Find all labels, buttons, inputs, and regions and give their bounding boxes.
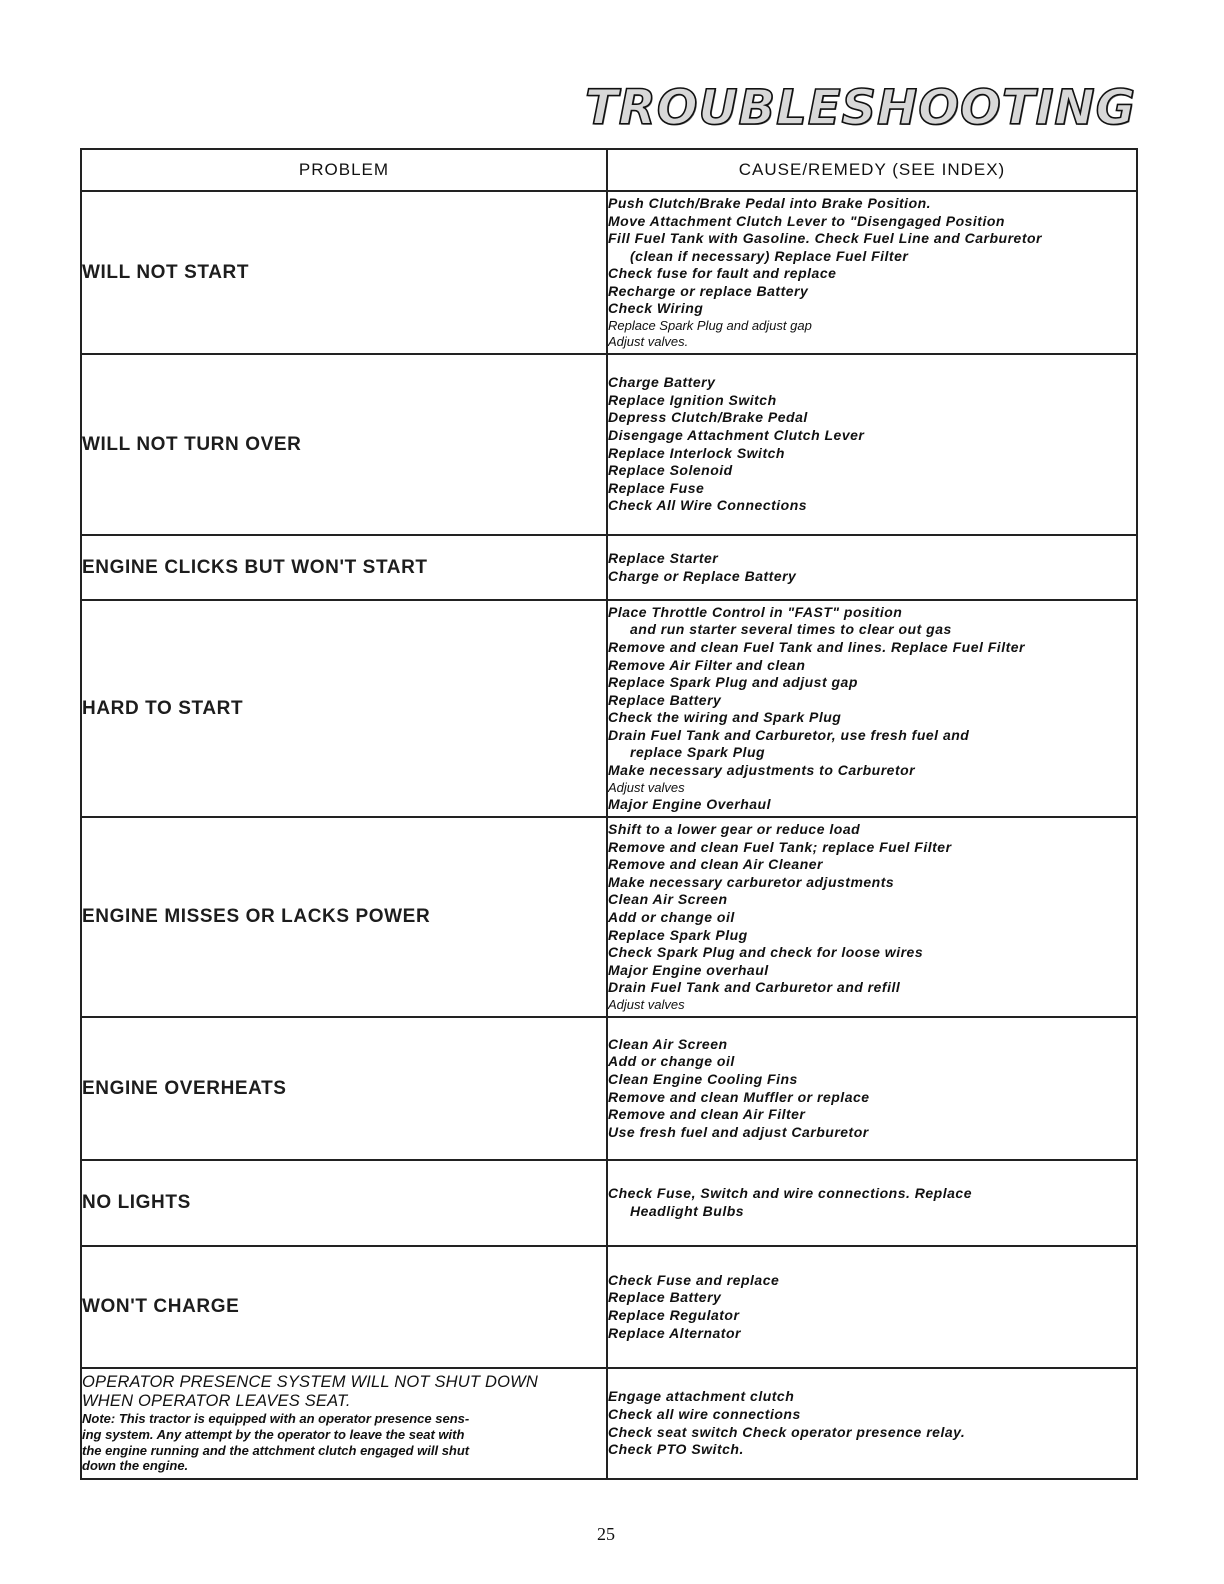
problem-cell: ENGINE CLICKS BUT WON'T START xyxy=(81,535,607,600)
note-line: down the engine. xyxy=(82,1458,189,1474)
cause-remedy-column-header: CAUSE/REMEDY (SEE INDEX) xyxy=(607,149,1137,191)
remedy-line: Replace Solenoid xyxy=(608,462,733,479)
problem-title-line: WHEN OPERATOR LEAVES SEAT. xyxy=(82,1392,351,1411)
remedy-line: Clean Engine Cooling Fins xyxy=(608,1070,798,1087)
remedy-line: Use fresh fuel and adjust Carburetor xyxy=(608,1123,869,1140)
remedy-line: Disengage Attachment Clutch Lever xyxy=(608,426,865,443)
remedy-cell xyxy=(607,535,1137,600)
remedy-line: Recharge or replace Battery xyxy=(608,282,809,299)
remedy-line: Check the wiring and Spark Plug xyxy=(608,709,842,726)
remedy-line: Check Fuse and replace xyxy=(608,1271,780,1288)
remedy-line: Replace Interlock Switch xyxy=(608,444,785,461)
remedy-line: Push Clutch/Brake Pedal into Brake Position. xyxy=(608,194,932,211)
table-header-row xyxy=(81,149,1137,191)
problem-column-header: PROBLEM xyxy=(81,149,607,191)
remedy-line: Remove and clean Muffler or replace xyxy=(608,1088,870,1105)
remedy-line: Replace Spark Plug and adjust gap xyxy=(608,318,812,334)
remedy-line: Replace Alternator xyxy=(608,1324,741,1341)
remedy-line: Check fuse for fault and replace xyxy=(608,265,837,282)
remedy-line: Remove Air Filter and clean xyxy=(608,656,806,673)
remedy-line: Add or change oil xyxy=(608,1053,735,1070)
problem-title-line: OPERATOR PRESENCE SYSTEM WILL NOT SHUT DOWN xyxy=(82,1373,538,1392)
problem-cell: WON'T CHARGE xyxy=(81,1246,607,1368)
remedy-line: Check seat switch Check operator presence relay. xyxy=(608,1423,966,1440)
table-row xyxy=(81,1368,1137,1479)
remedy-line: Replace Regulator xyxy=(608,1307,740,1323)
remedy-line: and run starter several times to clear out gas xyxy=(630,621,952,638)
table-row xyxy=(81,535,1137,600)
remedy-line: Remove and clean Air Filter xyxy=(608,1106,806,1123)
table-row xyxy=(81,600,1137,817)
remedy-line: Check Wiring xyxy=(608,300,704,317)
remedy-line: Drain Fuel Tank and Carburetor and refill xyxy=(608,979,901,996)
remedy-line: Clean Air Screen xyxy=(608,1035,728,1052)
remedy-line: Replace Battery xyxy=(608,1289,722,1306)
note-line: the engine running and the attchment clutch engaged will shut xyxy=(82,1442,470,1458)
table-row xyxy=(81,191,1137,354)
table-row xyxy=(81,1246,1137,1368)
problem-cell: ENGINE MISSES OR LACKS POWER xyxy=(81,817,607,1017)
remedy-cell xyxy=(607,1246,1137,1368)
remedy-line: Headlight Bulbs xyxy=(630,1203,745,1219)
note-line: Note: This tractor is equipped with an operator presence sens- xyxy=(82,1411,470,1427)
remedy-line: (clean if necessary) Replace Fuel Filter xyxy=(630,247,909,264)
problem-cell: HARD TO START xyxy=(81,600,607,817)
remedy-cell xyxy=(607,1017,1137,1160)
remedy-line: Adjust valves xyxy=(608,779,685,795)
table-row xyxy=(81,1017,1137,1160)
remedy-line: Check all wire connections xyxy=(608,1405,801,1422)
page-title: TROUBLESHOOTING xyxy=(585,80,1136,136)
remedy-line: Replace Spark Plug xyxy=(608,926,748,943)
remedy-line: Replace Battery xyxy=(608,691,722,708)
problem-cell: WILL NOT START xyxy=(81,191,607,354)
remedy-line: Remove and clean Air Cleaner xyxy=(608,856,824,873)
remedy-line: Replace Spark Plug and adjust gap xyxy=(608,674,858,691)
troubleshooting-table xyxy=(80,148,1138,1480)
remedy-line: Move Attachment Clutch Lever to "Disengaged Position xyxy=(608,212,1005,229)
remedy-cell xyxy=(607,354,1137,535)
remedy-line: Replace Fuse xyxy=(608,479,705,496)
remedy-cell xyxy=(607,817,1137,1017)
remedy-line: Check All Wire Connections xyxy=(608,497,808,514)
page-number: 25 xyxy=(597,1524,615,1544)
table-row xyxy=(81,817,1137,1017)
table-row xyxy=(81,354,1137,535)
remedy-line: Major Engine Overhaul xyxy=(608,795,771,812)
remedy-line: Replace Ignition Switch xyxy=(608,391,777,408)
remedy-line: Remove and clean Fuel Tank; replace Fuel Filter xyxy=(608,838,952,855)
remedy-line: Fill Fuel Tank with Gasoline. Check Fuel Line and Carburetor xyxy=(608,230,1042,247)
remedy-line: Drain Fuel Tank and Carburetor, use fresh fuel and xyxy=(608,726,970,743)
remedy-line: Place Throttle Control in "FAST" position xyxy=(608,603,903,620)
remedy-line: Replace Starter xyxy=(608,549,719,566)
remedy-line: Shift to a lower gear or reduce load xyxy=(608,821,861,838)
remedy-line: Charge or Replace Battery xyxy=(608,567,797,584)
problem-cell: WILL NOT TURN OVER xyxy=(81,354,607,535)
remedy-line: Clean Air Screen xyxy=(608,891,728,908)
remedy-line: Make necessary carburetor adjustments xyxy=(608,873,895,890)
remedy-line: Remove and clean Fuel Tank and lines. Replace Fuel Filter xyxy=(608,638,1025,655)
remedy-line: Adjust valves xyxy=(608,996,685,1012)
remedy-line: Check PTO Switch. xyxy=(608,1441,744,1458)
remedy-cell xyxy=(607,1160,1137,1246)
remedy-line: Add or change oil xyxy=(608,909,735,925)
remedy-line: Check Spark Plug and check for loose wires xyxy=(608,944,924,961)
remedy-line: Check Fuse, Switch and wire connections. Replace xyxy=(608,1185,972,1202)
table-row xyxy=(81,1160,1137,1246)
remedy-cell xyxy=(607,1368,1137,1479)
remedy-line: Depress Clutch/Brake Pedal xyxy=(608,409,808,426)
remedy-line: replace Spark Plug xyxy=(630,744,766,761)
problem-cell: ENGINE OVERHEATS xyxy=(81,1017,607,1160)
remedy-cell xyxy=(607,191,1137,354)
remedy-line: Make necessary adjustments to Carburetor xyxy=(608,762,916,779)
remedy-line: Engage attachment clutch xyxy=(608,1388,795,1405)
note-line: ing system. Any attempt by the operator to leave the seat with xyxy=(82,1426,465,1442)
remedy-cell xyxy=(607,600,1137,817)
remedy-line: Adjust valves. xyxy=(608,334,689,350)
remedy-line: Major Engine overhaul xyxy=(608,961,769,978)
remedy-line: Charge Battery xyxy=(608,374,716,391)
problem-cell: NO LIGHTS xyxy=(81,1160,607,1246)
problem-cell xyxy=(81,1368,607,1479)
